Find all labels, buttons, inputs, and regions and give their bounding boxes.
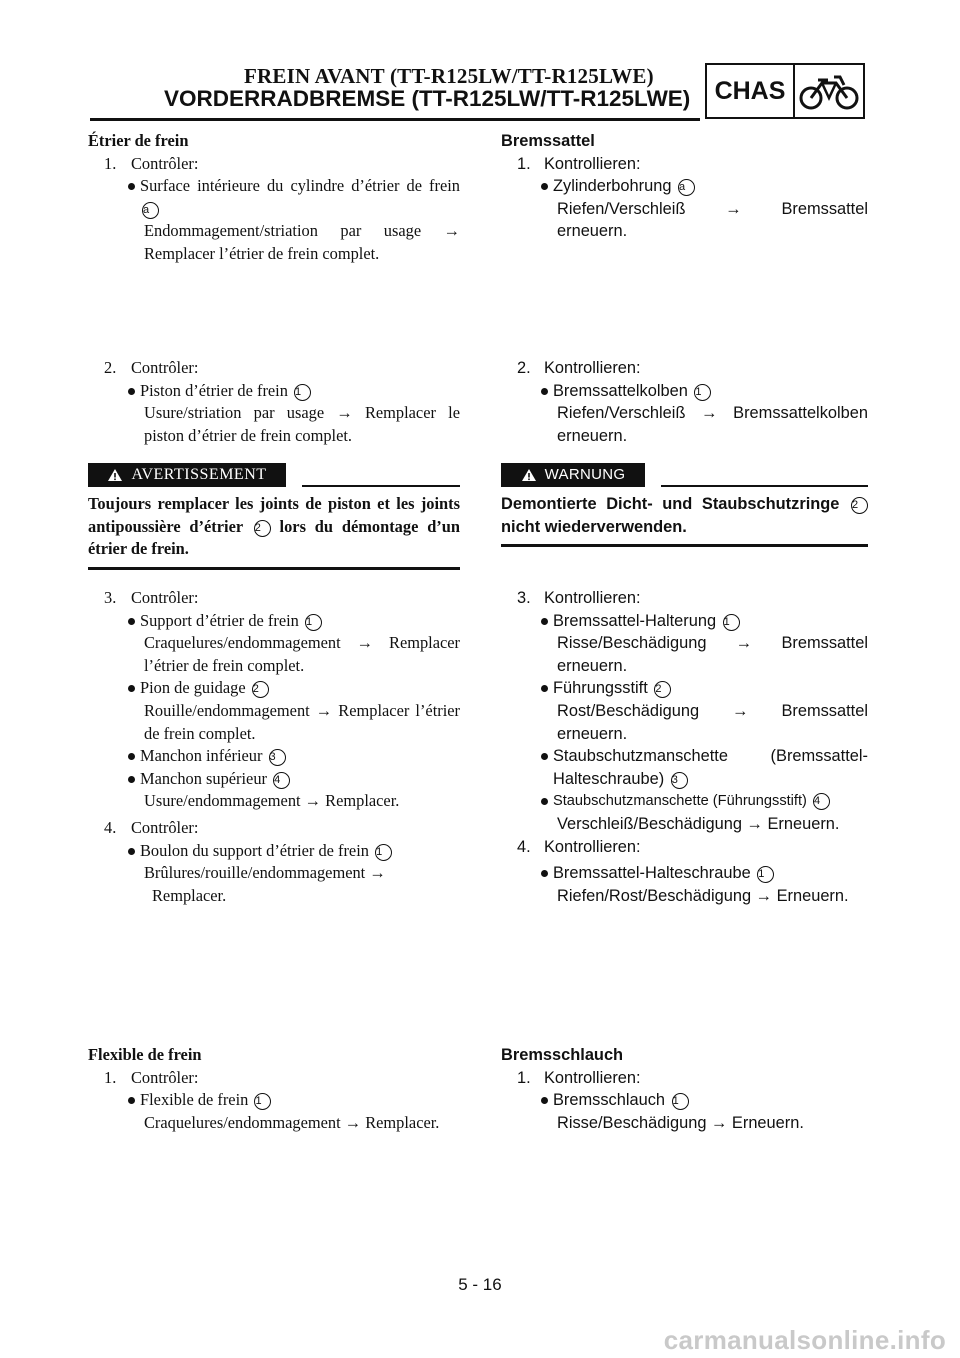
step-number: 2.	[517, 359, 531, 377]
page-title-german: VORDERRADBREMSE (TT-R125LW/TT-R125LWE)	[164, 86, 691, 111]
step-number: 3.	[104, 588, 117, 607]
check-item	[541, 677, 868, 700]
step-number: 3.	[517, 589, 531, 607]
step-item	[517, 357, 868, 380]
check-item	[128, 1089, 460, 1112]
check-item	[541, 790, 868, 813]
check-item-text: Support d’étrier de frein	[140, 610, 299, 630]
section-brake-caliper-fr	[88, 130, 460, 266]
warning-triangle-icon	[107, 468, 123, 482]
bullet-icon	[128, 183, 135, 190]
warning-badge	[88, 463, 286, 487]
check-item-text: Bremsschlauch	[553, 1091, 666, 1110]
step-number: 4.	[104, 817, 117, 837]
step-label: Kontrollieren:	[544, 154, 641, 173]
bullet-icon	[128, 848, 135, 855]
section-title: Flexible de frein	[88, 1045, 202, 1064]
check-result: Verschleiß/Beschädigung → Erneuern.	[557, 814, 840, 833]
bullet-icon	[128, 1097, 135, 1104]
warning-triangle-icon	[521, 468, 537, 482]
check-item	[541, 175, 868, 198]
step-number: 1.	[104, 153, 117, 173]
check-result: Rost/Beschädigung → Bremssattel erneuern.	[557, 701, 868, 743]
check-item-text: Bremssattelkolben	[553, 381, 688, 400]
step-item	[517, 587, 868, 610]
bullet-icon	[541, 1097, 548, 1104]
bullet-icon	[541, 618, 548, 625]
step-item	[104, 1067, 460, 1090]
bullet-icon	[541, 798, 548, 805]
check-item	[128, 840, 460, 863]
step-number: 2.	[104, 358, 117, 377]
bullet-icon	[541, 870, 548, 877]
header-rule	[90, 118, 700, 121]
check-item-text: Staubschutzmanschette (Bremssattel-Halteschraube)	[553, 747, 868, 788]
check-item-text: Piston d’étrier de frein	[140, 380, 288, 400]
callout-marker: 1	[375, 844, 392, 861]
callout-marker: 1	[672, 1093, 689, 1110]
callout-marker: 1	[723, 614, 740, 631]
check-item-text: Manchon inférieur	[140, 746, 263, 766]
bullet-icon	[128, 388, 135, 395]
callout-marker: 2	[254, 520, 271, 537]
check-item-text: Zylinderbohrung	[553, 177, 672, 196]
callout-marker: 2	[851, 497, 868, 514]
callout-marker: 2	[252, 681, 269, 698]
check-result: Riefen/Verschleiß → Bremssattelkolben erneuern.	[557, 404, 868, 445]
check-item	[541, 745, 868, 790]
check-item-text: Staubschutzmanschette (Führungsstift)	[553, 793, 807, 810]
step-label: Kontrollieren:	[544, 837, 641, 856]
step-label: Contrôler:	[131, 358, 199, 377]
callout-marker: 3	[671, 772, 688, 789]
bullet-icon	[541, 388, 548, 395]
check-item-text: Bremssattel-Halteschraube	[553, 864, 751, 883]
check-result: Risse/Beschädigung → Erneuern.	[557, 1113, 804, 1132]
warning-bottom-rule	[88, 567, 460, 570]
bullet-icon	[128, 618, 135, 625]
step-label: Contrôler:	[131, 153, 199, 173]
section-brake-hose-de	[501, 1044, 868, 1134]
warning-box-fr	[88, 463, 460, 570]
bullet-icon	[541, 753, 548, 760]
step-item	[104, 817, 460, 840]
step-number: 4.	[517, 837, 531, 856]
page-number: 5 - 16	[458, 1275, 502, 1294]
check-item	[128, 175, 460, 220]
page-title-french: FREIN AVANT (TT-R125LW/TT-R125LWE)	[244, 64, 654, 88]
callout-marker: a	[142, 202, 159, 219]
callout-marker: 2	[654, 681, 671, 698]
section-brake-caliper-de	[501, 130, 868, 243]
step-label: Contrôler:	[131, 588, 199, 607]
step-item	[517, 1067, 868, 1090]
check-item-text: Manchon supérieur	[140, 768, 267, 788]
watermark: carmanualsonline.info	[663, 1325, 946, 1355]
warning-badge	[501, 463, 645, 487]
step-label: Kontrollieren:	[544, 1068, 641, 1087]
step-label: Contrôler:	[131, 817, 199, 837]
step-label: Kontrollieren:	[544, 589, 641, 607]
section-brake-piston-de	[501, 357, 868, 447]
check-item-text: Surface intérieure du cylindre d’étrier de frein	[140, 176, 460, 196]
warning-rule	[302, 485, 460, 487]
check-item-text: Boulon du support d’étrier de frein	[140, 840, 369, 860]
warning-text	[501, 493, 868, 538]
section-title: Bremssattel	[501, 132, 595, 150]
step-item	[104, 587, 460, 610]
check-result: Riefen/Verschleiß → Bremssattel erneuern.	[557, 199, 868, 241]
check-result: Craquelures/endommagement → Remplacer l’étrier de frein complet.	[144, 633, 460, 675]
step-item	[104, 153, 460, 176]
check-result: Craquelures/endommagement → Remplacer.	[144, 1112, 440, 1132]
step-number: 1.	[517, 1068, 531, 1087]
bullet-icon	[541, 685, 548, 692]
callout-marker: 1	[254, 1093, 271, 1110]
check-item-text: Flexible de frein	[140, 1090, 249, 1110]
check-item	[128, 768, 460, 791]
check-item	[541, 610, 868, 633]
warning-text-part: lors du démontage d’un étrier de frein.	[88, 516, 461, 559]
check-result: Risse/Beschädigung → Bremssattel erneuern.	[557, 634, 868, 675]
check-item	[128, 380, 460, 403]
callout-marker: 1	[694, 384, 711, 401]
motorcycle-icon	[795, 65, 863, 117]
section-caliper-support-fr	[88, 587, 460, 907]
chapter-badge	[705, 63, 865, 119]
check-result: Usure/striation par usage → Remplacer le piston d’étrier de frein complet.	[144, 403, 460, 445]
check-result: Brûlures/rouille/endommagement →	[144, 863, 386, 883]
callout-marker: a	[678, 179, 695, 196]
bullet-icon	[541, 183, 548, 190]
check-result: Riefen/Rost/Beschädigung → Erneuern.	[557, 886, 849, 905]
section-caliper-support-de	[501, 587, 868, 907]
callout-marker: 4	[813, 793, 830, 810]
warning-text-part: Toujours remplacer les joints de piston et les joints antipoussière d’étrier	[88, 494, 460, 536]
check-item	[128, 745, 460, 768]
step-item	[517, 836, 868, 859]
callout-marker: 1	[294, 384, 311, 401]
check-item	[128, 610, 460, 633]
warning-box-de	[501, 463, 868, 547]
warning-text	[88, 493, 460, 561]
warning-header	[88, 463, 460, 487]
warning-rule	[661, 485, 868, 487]
callout-marker: 1	[757, 866, 774, 883]
step-number: 1.	[104, 1067, 117, 1087]
check-result: Remplacer.	[152, 885, 227, 905]
warning-text-part: nicht wiederverwenden.	[501, 517, 687, 536]
step-label: Kontrollieren:	[544, 359, 641, 377]
check-item	[541, 1089, 868, 1112]
section-title: Bremsschlauch	[501, 1046, 624, 1064]
bullet-icon	[128, 753, 135, 760]
step-label: Contrôler:	[131, 1067, 199, 1087]
warning-header	[501, 463, 868, 487]
bullet-icon	[128, 776, 135, 783]
section-title: Étrier de frein	[88, 131, 189, 150]
step-item	[104, 357, 460, 380]
check-result: Usure/endommagement → Remplacer.	[144, 791, 400, 811]
section-brake-piston-fr	[88, 357, 460, 447]
callout-marker: 4	[273, 772, 290, 789]
warning-label: AVERTISSEMENT	[131, 465, 267, 483]
check-item	[541, 862, 868, 885]
check-item	[128, 677, 460, 700]
check-item-text: Bremssattel-Halterung	[553, 611, 717, 630]
bullet-icon	[128, 685, 135, 692]
step-number: 1.	[517, 154, 531, 173]
check-item-text: Führungsstift	[553, 679, 648, 698]
warning-bottom-rule	[501, 544, 868, 547]
section-brake-hose-fr	[88, 1044, 460, 1134]
callout-marker: 1	[305, 614, 322, 631]
callout-marker: 3	[269, 749, 286, 766]
check-result: Endommagement/striation par usage → Remplacer l’étrier de frein complet.	[144, 221, 460, 263]
chapter-label: CHAS	[707, 65, 795, 117]
check-result: Rouille/endommagement → Remplacer l’étrier de frein complet.	[144, 700, 460, 743]
check-item	[541, 380, 868, 403]
warning-label: WARNUNG	[544, 465, 626, 483]
step-item	[517, 153, 868, 176]
warning-text-part: Demontierte Dicht- und Staubschutzringe	[501, 495, 840, 513]
check-item-text: Pion de guidage	[140, 678, 246, 698]
